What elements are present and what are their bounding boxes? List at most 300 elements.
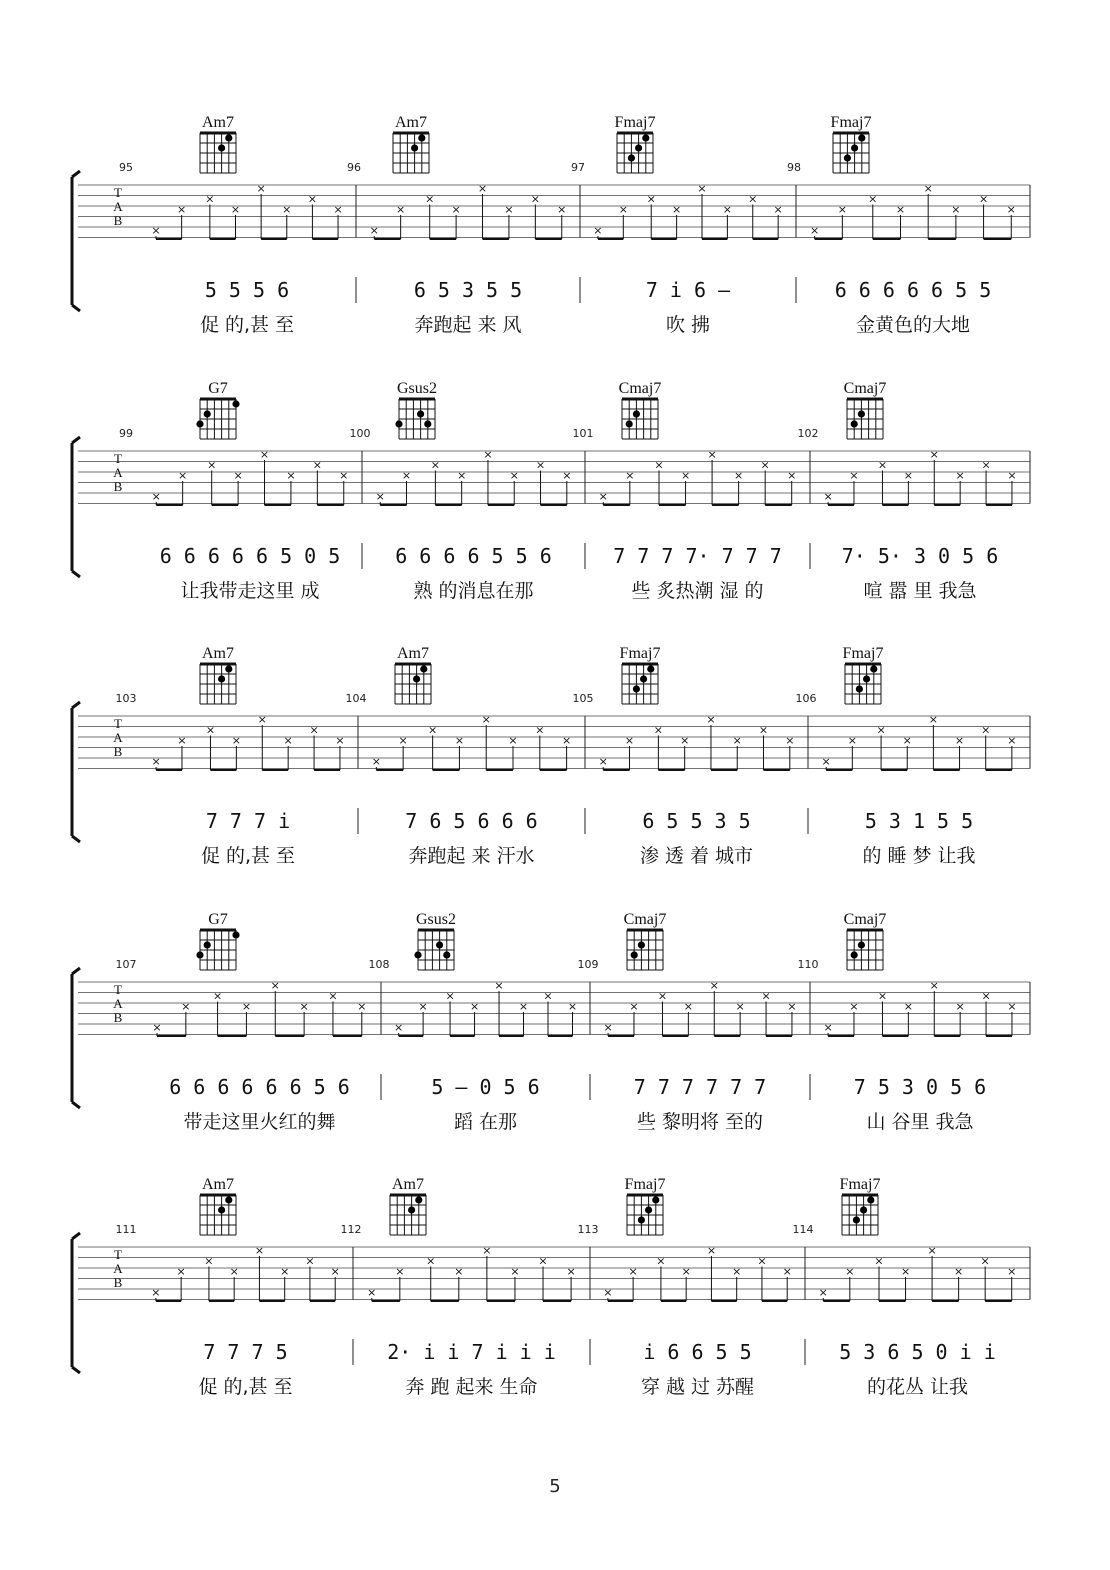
tab-note-x: × [562, 469, 572, 482]
tab-note-x: × [628, 1265, 638, 1278]
chord-diagram-icon [627, 1195, 663, 1235]
lyrics-line: 渗 透 着 城市 [639, 845, 754, 867]
finger-dot [640, 675, 647, 682]
tab-note-x: × [371, 755, 381, 768]
tab-note-x: × [483, 448, 493, 461]
chord-diagram-icon [622, 399, 658, 439]
finger-dot [443, 951, 450, 958]
system-1 [72, 114, 1030, 336]
finger-dot [415, 1196, 422, 1203]
tab-note-x: × [469, 1000, 480, 1013]
jianpu-notation: 7 7 7 7· 7 7 7 [613, 544, 782, 568]
chord-diagram-icon [200, 133, 236, 173]
finger-dot [196, 951, 203, 958]
tab-note-x: × [734, 469, 744, 482]
tab-note-x: × [330, 1265, 340, 1278]
tab-note-x: × [270, 979, 280, 992]
tab-note-x: × [598, 490, 608, 503]
tab-note-x: × [425, 192, 435, 206]
finger-dot [204, 941, 211, 948]
lyrics-line: 促 的,甚 至 [200, 845, 296, 867]
tab-note-x: × [339, 469, 349, 482]
tab-note-x: × [259, 448, 270, 461]
chord-diagram-icon [395, 664, 431, 704]
tab-note-x: × [955, 469, 965, 482]
jianpu-notation: 7 5 3 0 5 6 [853, 1075, 987, 1099]
lyrics-line: 金黄色的大地 [855, 314, 971, 336]
chord-name: Am7 [392, 1176, 424, 1193]
tab-note-x: × [849, 1000, 859, 1013]
chord-diagram-icon [390, 1195, 426, 1235]
finger-dot [633, 685, 640, 692]
finger-dot [851, 951, 858, 958]
chord-name: Fmaj7 [839, 1176, 881, 1193]
tab-note-x: × [398, 734, 408, 747]
measure [793, 1176, 1031, 1398]
tab-clef-letter: A [113, 730, 123, 745]
finger-dot [196, 420, 203, 427]
measure-number: 99 [119, 427, 133, 440]
jianpu-notation: 2· i i 7 i i i [387, 1340, 556, 1364]
lyrics-line: 熟 的消息在那 [413, 580, 534, 602]
tab-note-x: × [481, 713, 491, 726]
finger-dot [851, 144, 858, 151]
tab-note-x: × [757, 1254, 767, 1268]
tab-note-x: × [231, 734, 241, 747]
measure-number: 103 [115, 692, 137, 705]
tab-note-x: × [895, 203, 906, 216]
tab-note-x: × [902, 734, 912, 747]
chord-name: Fmaj7 [830, 114, 872, 131]
finger-dot [225, 1196, 232, 1203]
tab-note-x: × [782, 1265, 792, 1278]
tab-note-x: × [176, 1265, 186, 1278]
chord-diagram-icon [842, 1195, 878, 1235]
tab-note-x: × [683, 1000, 693, 1013]
tab-note-x: × [328, 989, 338, 1003]
jianpu-notation: 5 5 5 6 [204, 278, 290, 302]
tab-note-x: × [205, 192, 215, 206]
tab-clef-letter: A [113, 199, 123, 214]
tab-note-x: × [773, 203, 783, 216]
tab-note-x: × [395, 1265, 405, 1278]
measure-number: 110 [797, 958, 819, 971]
chord-name: Cmaj7 [843, 911, 887, 928]
tab-note-x: × [178, 469, 188, 482]
tab-note-x: × [929, 448, 939, 461]
tab-note-x: × [954, 734, 965, 747]
measure-number: 102 [797, 427, 819, 440]
measure-number: 112 [340, 1223, 362, 1236]
tab-note-x: × [333, 203, 343, 216]
measure-number: 107 [115, 958, 137, 971]
chord-name: Cmaj7 [618, 380, 662, 397]
measure [798, 380, 1031, 602]
jianpu-notation: 7 i 6 – [645, 278, 731, 302]
finger-dot [408, 1206, 415, 1213]
tab-note-x: × [923, 182, 933, 195]
tab-note-x: × [309, 723, 319, 737]
tab-note-x: × [428, 723, 438, 737]
lyrics-line: 喧 嚣 里 我急 [863, 580, 977, 602]
tab-note-x: × [680, 734, 690, 747]
system-bracket [72, 968, 80, 1108]
chord-name: Am7 [202, 645, 234, 662]
chord-diagram-icon [414, 930, 454, 970]
tab-note-x: × [207, 458, 217, 472]
tab-note-x: × [477, 182, 488, 195]
tab-note-x: × [518, 1000, 529, 1013]
tab-clef-letter: A [113, 1261, 123, 1276]
tab-note-x: × [312, 458, 322, 472]
tab-note-x: × [785, 734, 795, 747]
tab-note-x: × [457, 469, 467, 482]
jianpu-notation: 6 5 5 3 5 [642, 809, 751, 833]
tab-note-x: × [151, 490, 161, 503]
measure-number: 111 [115, 1223, 137, 1236]
lyrics-line: 让我带走这里 成 [180, 580, 320, 602]
jianpu-notation: 7· 5· 3 0 5 6 [841, 544, 999, 568]
tab-note-x: × [557, 203, 567, 216]
lyrics-line: 蹈 在那 [453, 1111, 518, 1133]
finger-dot [626, 420, 633, 427]
system-bracket [72, 702, 80, 842]
finger-dot [218, 1206, 225, 1213]
system-3 [72, 645, 1030, 867]
lyrics-line: 些 炙热潮 湿 的 [631, 580, 764, 602]
tab-note-x: × [598, 755, 608, 768]
tab-note-x: × [732, 1265, 742, 1278]
tab-note-x: × [760, 458, 770, 472]
tab-note-x: × [656, 1254, 666, 1268]
tab-note-x: × [928, 713, 939, 726]
tab-note-x: × [305, 1254, 315, 1268]
jianpu-notation: 7 7 7 7 7 7 [633, 1075, 767, 1099]
measure [571, 114, 796, 336]
tab-note-x: × [181, 1000, 191, 1013]
tab-note-x: × [823, 490, 833, 503]
measure-number: 96 [347, 161, 361, 174]
jianpu-notation: 6 5 3 5 5 [413, 278, 523, 302]
tab-clef-letter: T [114, 1247, 122, 1262]
finger-dot [635, 144, 642, 151]
tab-note-x: × [978, 192, 989, 206]
tab-note-x: × [697, 182, 707, 195]
lyrics-line: 的 睡 梦 让我 [862, 845, 976, 867]
finger-dot [652, 1196, 659, 1203]
tab-note-x: × [706, 713, 716, 726]
tab-note-x: × [230, 203, 241, 216]
tab-note-x: × [418, 1000, 428, 1013]
tab-note-x: × [653, 723, 664, 737]
tab-note-x: × [204, 1254, 214, 1268]
tab-note-x: × [954, 1265, 964, 1278]
tab-note-x: × [369, 224, 379, 237]
finger-dot [225, 665, 232, 672]
jianpu-notation: 7 7 7 i [205, 809, 291, 833]
tab-note-x: × [1007, 1265, 1017, 1278]
finger-dot [436, 941, 443, 948]
lyrics-line: 些 黎明将 至的 [636, 1111, 764, 1133]
measure [573, 380, 811, 602]
tab-note-x: × [233, 469, 243, 482]
tab-note-x: × [874, 1254, 884, 1268]
finger-dot [225, 134, 232, 141]
tab-note-x: × [722, 203, 732, 216]
measure [787, 114, 1030, 336]
finger-dot [638, 1216, 645, 1223]
tab-note-x: × [567, 1000, 578, 1013]
finger-dot [858, 941, 865, 948]
finger-dot [851, 420, 858, 427]
tab-note-x: × [845, 1265, 855, 1278]
finger-dot [218, 675, 225, 682]
measure [347, 114, 580, 336]
chord-name: Am7 [202, 114, 234, 131]
lyrics-line: 奔跑起 来 汗水 [408, 845, 535, 867]
chord-diagram-icon [200, 664, 236, 704]
finger-dot [863, 675, 870, 682]
tab-note-x: × [927, 1244, 937, 1257]
system-bracket [72, 171, 80, 311]
measure [113, 1176, 354, 1398]
chord-name: Fmaj7 [619, 645, 661, 662]
tab-clef-letter: T [114, 185, 122, 200]
measure [341, 1176, 591, 1398]
tab-note-x: × [980, 1254, 990, 1268]
jianpu-notation: i 6 6 5 5 [643, 1340, 752, 1364]
jianpu-notation: 7 6 5 6 6 6 [405, 809, 538, 833]
chord-name: Am7 [202, 1176, 234, 1193]
chord-diagram-icon [393, 133, 429, 173]
tab-note-x: × [1007, 734, 1017, 747]
tab-note-x: × [257, 713, 267, 726]
tab-note-x: × [981, 458, 991, 472]
tab-note-x: × [394, 1021, 404, 1034]
system-bracket [72, 1233, 80, 1373]
tab-note-x: × [299, 1000, 309, 1013]
tab-note-x: × [375, 490, 385, 503]
finger-dot [232, 931, 239, 938]
jianpu-notation: 7 7 7 5 [203, 1340, 288, 1364]
finger-dot [414, 951, 421, 958]
tab-clef-letter: T [114, 716, 122, 731]
lyrics-line: 促 的,甚 至 [199, 314, 295, 336]
tab-note-x: × [152, 1021, 162, 1034]
measure-number: 106 [795, 692, 817, 705]
tab-note-x: × [821, 755, 831, 768]
measure [578, 911, 811, 1133]
measure [119, 380, 362, 602]
lyrics-line: 吹 拂 [665, 314, 711, 336]
jianpu-notation: 5 – 0 5 6 [431, 1075, 540, 1099]
tab-note-x: × [454, 1265, 464, 1278]
chord-name: Fmaj7 [624, 1176, 666, 1193]
finger-dot [413, 675, 420, 682]
finger-dot [858, 134, 865, 141]
measure-number: 108 [368, 958, 390, 971]
tab-note-x: × [151, 224, 161, 237]
chord-diagram-icon [196, 930, 239, 970]
jianpu-notation: 5 3 6 5 0 i i [839, 1340, 996, 1364]
tab-note-x: × [367, 1286, 377, 1299]
tab-note-x: × [810, 224, 820, 237]
finger-dot [232, 400, 239, 407]
tab-note-x: × [508, 734, 518, 747]
measure [578, 1176, 806, 1398]
finger-dot [628, 154, 635, 161]
finger-dot [844, 154, 851, 161]
tab-note-x: × [509, 469, 519, 482]
chord-diagram-icon [833, 133, 869, 173]
tab-note-x: × [482, 1244, 492, 1257]
measure-number: 113 [577, 1223, 599, 1236]
tab-note-x: × [624, 734, 635, 747]
tab-note-x: × [787, 469, 797, 482]
measure-number: 114 [792, 1223, 814, 1236]
measure [113, 645, 359, 867]
measure-number: 98 [787, 161, 801, 174]
measure [796, 645, 1031, 867]
tab-clef-letter: B [113, 744, 123, 759]
measure-number: 101 [572, 427, 594, 440]
tab-note-x: × [618, 203, 628, 216]
tab-note-x: × [876, 723, 886, 737]
measure [113, 911, 382, 1133]
finger-dot [642, 134, 649, 141]
finger-dot [638, 941, 645, 948]
tab-note-x: × [955, 1000, 965, 1013]
tab-note-x: × [286, 469, 296, 482]
tab-note-x: × [151, 755, 161, 768]
tab-note-x: × [625, 469, 635, 482]
tab-note-x: × [903, 1000, 913, 1013]
tab-note-x: × [706, 1244, 717, 1257]
measure [350, 380, 586, 602]
tab-note-x: × [787, 1000, 797, 1013]
tab-note-x: × [732, 734, 742, 747]
finger-dot [218, 144, 225, 151]
tab-clef-letter: B [113, 1275, 123, 1290]
system-4 [72, 911, 1030, 1133]
tab-note-x: × [981, 723, 991, 737]
tab-note-x: × [707, 448, 717, 461]
tab-note-x: × [307, 192, 318, 206]
measure-number: 100 [349, 427, 371, 440]
chord-diagram-icon [395, 399, 435, 439]
chord-diagram-icon [617, 133, 653, 173]
tab-note-x: × [849, 469, 859, 482]
chord-diagram-icon [196, 399, 239, 439]
measure-number: 95 [119, 161, 133, 174]
tab-note-x: × [401, 469, 412, 482]
tab-note-x: × [646, 192, 656, 206]
tab-note-x: × [823, 1021, 833, 1034]
tab-note-x: × [280, 1265, 290, 1278]
finger-dot [395, 420, 402, 427]
tab-note-x: × [283, 734, 293, 747]
tab-clef-letter: B [113, 213, 123, 228]
tab-note-x: × [445, 989, 455, 1003]
chord-name: Am7 [397, 645, 429, 662]
jianpu-notation: 6 6 6 6 6 5 5 [834, 278, 992, 302]
tab-note-x: × [877, 458, 888, 472]
tab-note-x: × [603, 1021, 613, 1034]
tab-note-x: × [538, 1254, 548, 1268]
tab-note-x: × [426, 1254, 436, 1268]
tab-note-x: × [504, 203, 514, 216]
tab-note-x: × [177, 203, 187, 216]
tab-note-x: × [1006, 203, 1016, 216]
tab-note-x: × [510, 1265, 520, 1278]
finger-dot [870, 665, 877, 672]
tab-clef-letter: B [113, 479, 123, 494]
tab-clef-letter: T [114, 982, 122, 997]
tab-note-x: × [657, 989, 668, 1003]
chord-diagram-icon [847, 399, 883, 439]
tab-note-x: × [758, 723, 769, 737]
tab-note-x: × [629, 1000, 639, 1013]
tab-note-x: × [951, 203, 961, 216]
tab-note-x: × [229, 1265, 239, 1278]
finger-dot [647, 665, 654, 672]
tab-clef-letter: A [113, 996, 123, 1011]
tab-note-x: × [205, 723, 216, 737]
system-2 [72, 380, 1030, 602]
tab-note-x: × [903, 469, 913, 482]
chord-name: G7 [208, 380, 228, 397]
tab-note-x: × [1007, 469, 1017, 482]
tab-note-x: × [454, 734, 465, 747]
finger-dot [420, 665, 427, 672]
tab-note-x: × [735, 1000, 745, 1013]
tab-note-x: × [256, 182, 266, 195]
chord-name: Fmaj7 [614, 114, 656, 131]
tab-note-x: × [672, 203, 682, 216]
finger-dot [204, 410, 211, 417]
chord-name: Gsus2 [396, 380, 438, 397]
system-bracket [72, 437, 80, 577]
system-5 [72, 1176, 1030, 1398]
chord-name: G7 [208, 911, 228, 928]
tab-note-x: × [603, 1286, 613, 1299]
tab-note-x: × [877, 989, 888, 1003]
finger-dot [633, 410, 640, 417]
measure [346, 645, 586, 867]
page-number: 5 [549, 1476, 561, 1497]
lyrics-line: 带走这里火红的舞 [183, 1111, 336, 1133]
tab-clef-letter: B [113, 1010, 123, 1025]
finger-dot [853, 1216, 860, 1223]
finger-dot [867, 1196, 874, 1203]
tab-note-x: × [212, 989, 223, 1003]
tab-note-x: × [929, 979, 939, 992]
lyrics-line: 山 谷里 我急 [866, 1111, 974, 1133]
finger-dot [411, 144, 418, 151]
finger-dot [631, 951, 638, 958]
tab-note-x: × [177, 734, 187, 747]
tab-note-x: × [761, 989, 771, 1003]
tab-note-x: × [681, 1265, 691, 1278]
tab-note-x: × [151, 1286, 161, 1299]
measure-number: 104 [345, 692, 367, 705]
tab-note-x: × [709, 979, 719, 992]
chord-diagram-icon [622, 664, 658, 704]
tab-note-x: × [430, 458, 441, 472]
lyrics-line: 奔跑起 来 风 [414, 314, 522, 336]
chord-diagram-icon [845, 664, 881, 704]
tab-note-x: × [868, 192, 878, 206]
